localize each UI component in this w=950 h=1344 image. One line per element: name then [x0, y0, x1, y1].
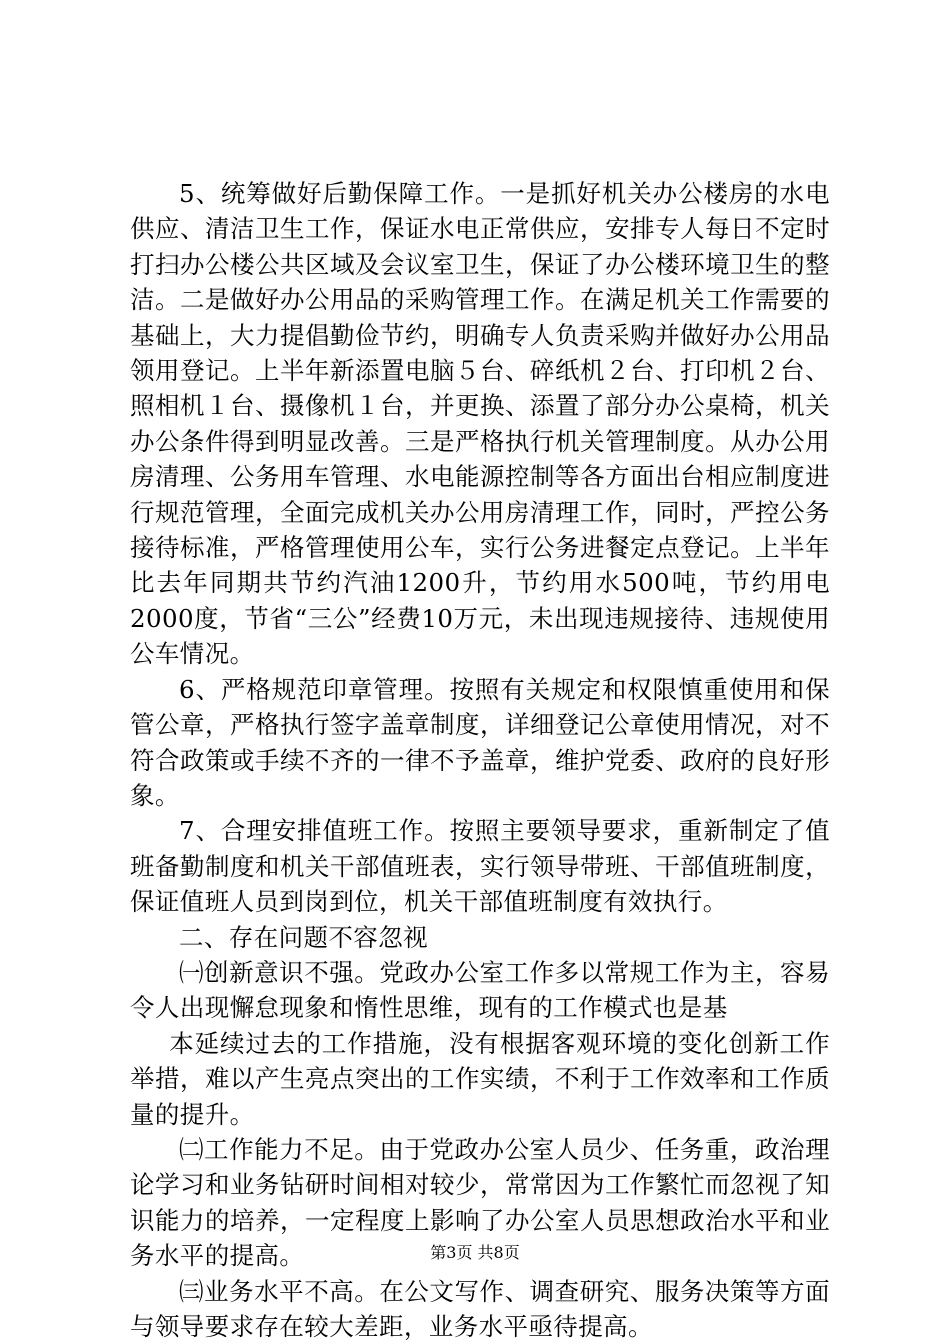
paragraph-ability: ㈡工作能力不足。由于党政办公室人员少、任务重，政治理论学习和业务钻研时间相对较少，常常因为工作繁忙而忽视了知识能力的培养，一定程度上影响了办公室人员思想政治水平和业务水平的提高。 — [130, 1134, 830, 1271]
paragraph-business-level: ㈢业务水平不高。在公文写作、调查研究、服务决策等方面与领导要求存在较大差距，业务水平亟待提高。 — [130, 1276, 830, 1341]
section-heading-problems: 二、存在问题不容忽视 — [179, 922, 428, 952]
document-body — [130, 176, 830, 1344]
paragraph-logistics: 5、统筹做好后勤保障工作。一是抓好机关办公楼房的水电供应、清洁卫生工作，保证水电正常供应，安排专人每日不定时打扫办公楼公共区域及会议室卫生，保证了办公楼环境卫生的整洁。二是做好办公用品的采购管理工作。在满足机关工作需要的基础上，大力提倡勤俭节约，明确专人负责采购并做好办公用品领用登记。上半年新添置电脑５台、碎纸机２台、打印机２台、照相机１台、摄像机１台，并更换、添置了部分办公桌椅，机关办公条件得到明显改善。三是严格执行机关管理制度。从办公用房清理、公务用车管理、水电能源控制等各方面出台相应制度进行规范管理，全面完成机关办公用房清理工作，同时，严控公务接待标准，严格管理使用公车，实行公务进餐定点登记。上半年比去年同期共节约汽油1200升，节约用水500吨，节约用电2000度，节省“三公”经费10万元，未出现违规接待、违规使用公车情况。 — [130, 179, 830, 669]
paragraph-innovation-continued: 本延续过去的工作措施，没有根据客观环境的变化创新工作举措，难以产生亮点突出的工作实绩，不利于工作效率和工作质量的提升。 — [130, 1028, 830, 1129]
page-footer: 第3页 共8页 — [430, 1243, 520, 1262]
paragraph-seal-management: 6、严格规范印章管理。按照有关规定和权限慎重使用和保管公章，严格执行签字盖章制度，详细登记公章使用情况，对不符合政策或手续不齐的一律不予盖章，维护党委、政府的良好形象。 — [130, 674, 830, 810]
paragraph-duty-arrangement: 7、合理安排值班工作。按照主要领导要求，重新制定了值班备勤制度和机关干部值班表，实行领导带班、干部值班制度，保证值班人员到岗到位，机关干部值班制度有效执行。 — [130, 816, 830, 917]
paragraph-innovation: ㈠创新意识不强。党政办公室工作多以常规工作为主，容易令人出现懈怠现象和惰性思维，现有的工作模式也是基 — [130, 957, 830, 1023]
